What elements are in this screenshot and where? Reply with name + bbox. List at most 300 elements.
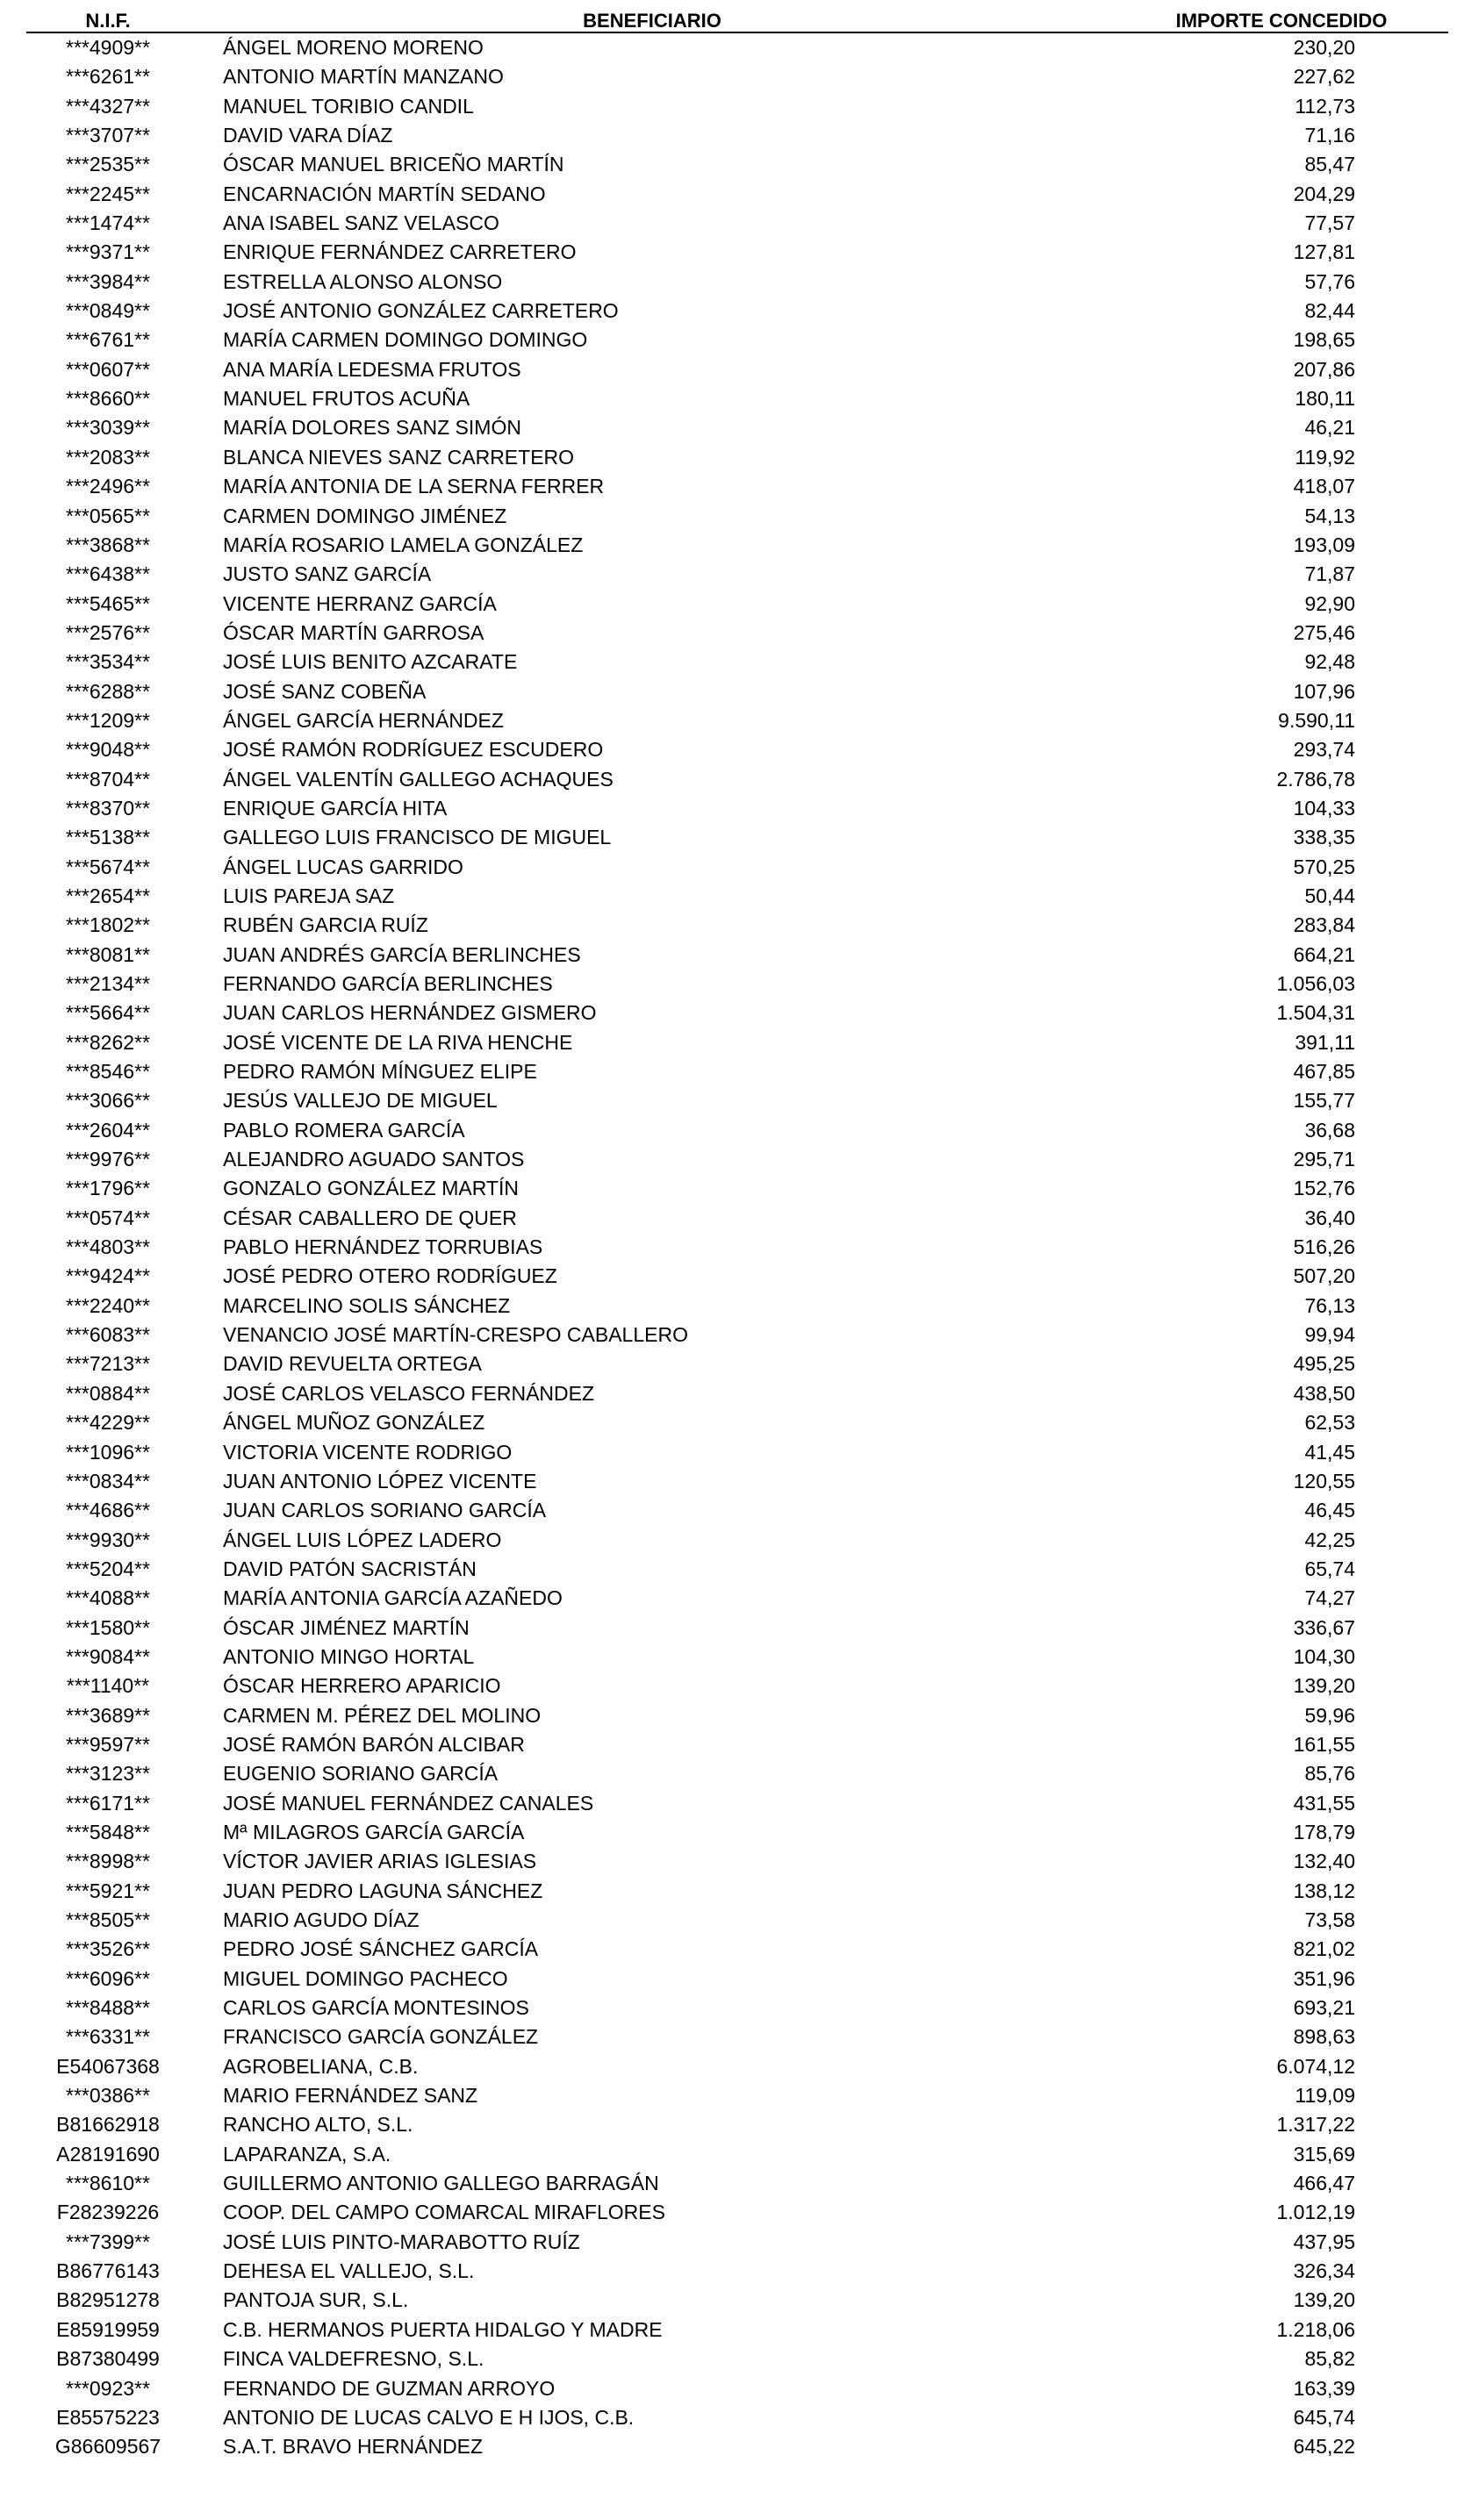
beneficiario-cell: ENCARNACIÓN MARTÍN SEDANO [223,182,546,205]
beneficiario-cell: ÁNGEL MUÑOZ GONZÁLEZ [223,1411,485,1435]
nif-cell: ***9976** [66,1148,150,1171]
importe-cell: 59,96 [1304,1703,1355,1727]
table-row [26,2257,1448,2286]
beneficiario-cell: MARÍA DOLORES SANZ SIMÓN [223,416,521,440]
nif-cell: ***0849** [66,299,150,323]
importe-cell: 204,29 [1293,182,1355,205]
table-row [26,1028,1448,1057]
table-row [26,1057,1448,1086]
table-row [26,121,1448,150]
nif-cell: ***3066** [66,1089,150,1113]
beneficiario-cell: PANTOJA SUR, S.L. [223,2288,409,2312]
beneficiario-cell: CARMEN M. PÉREZ DEL MOLINO [223,1703,542,1727]
nif-cell: ***8488** [66,1996,150,2020]
nif-cell: ***8704** [66,767,150,791]
importe-cell: 99,94 [1304,1323,1355,1347]
nif-cell: ***8370** [66,796,150,820]
nif-cell: B87380499 [56,2347,160,2371]
importe-cell: 36,68 [1304,1118,1355,1142]
nif-cell: ***6438** [66,562,150,586]
table-row [26,2345,1448,2373]
header-importe: IMPORTE CONCEDIDO [1115,12,1448,32]
beneficiario-cell: C.B. HERMANOS PUERTA HIDALGO Y MADRE [223,2317,663,2341]
beneficiario-cell: FINCA VALDEFRESNO, S.L. [223,2347,484,2371]
table-row [26,384,1448,413]
table-row [26,92,1448,121]
importe-cell: 193,09 [1293,533,1355,556]
table-row [26,502,1448,531]
importe-cell: 152,76 [1293,1177,1355,1200]
beneficiario-cell: RANCHO ALTO, S.L. [223,2113,413,2137]
nif-cell: ***2535** [66,153,150,176]
beneficiario-cell: S.A.T. BRAVO HERNÁNDEZ [223,2435,484,2459]
importe-cell: 180,11 [1295,387,1355,411]
table-row [26,326,1448,354]
table-row [26,853,1448,882]
nif-cell: ***5204** [66,1557,150,1580]
table-row [26,150,1448,179]
beneficiario-cell: ÁNGEL LUIS LÓPEZ LADERO [223,1528,502,1551]
beneficiario-cell: DEHESA EL VALLEJO, S.L. [223,2259,475,2283]
beneficiario-cell: JUAN CARLOS HERNÁNDEZ GISMERO [223,1001,597,1025]
importe-cell: 132,40 [1293,1850,1355,1873]
beneficiario-cell: DAVID PATÓN SACRISTÁN [223,1557,477,1580]
nif-cell: ***5664** [66,1001,150,1025]
nif-cell: ***4088** [66,1586,150,1610]
table-row [26,1233,1448,1262]
beneficiario-cell: PABLO ROMERA GARCÍA [223,1118,465,1142]
beneficiario-cell: JOSÉ PEDRO OTERO RODRÍGUEZ [223,1264,557,1288]
nif-cell: ***0834** [66,1469,150,1493]
table-row [26,1292,1448,1321]
importe-cell: 645,74 [1293,2405,1355,2429]
beneficiario-cell: ÓSCAR JIMÉNEZ MARTÍN [223,1615,470,1639]
nif-cell: ***9048** [66,738,150,762]
beneficiario-cell: ENRIQUE GARCÍA HITA [223,796,448,820]
beneficiario-cell: MARIO FERNÁNDEZ SANZ [223,2084,478,2108]
table-row [26,882,1448,911]
beneficiario-cell: MARÍA ANTONIA GARCÍA AZAÑEDO [223,1586,563,1610]
beneficiario-cell: VENANCIO JOSÉ MARTÍN-CRESPO CABALLERO [223,1323,688,1347]
nif-cell: E85575223 [56,2405,160,2429]
nif-cell: F28239226 [56,2201,160,2224]
importe-cell: 46,21 [1304,416,1355,440]
table-header [26,12,1448,32]
importe-cell: 467,85 [1293,1060,1355,1084]
header-beneficiario: BENEFICIARIO [190,12,1115,32]
table-row [26,472,1448,501]
nif-cell: B86776143 [56,2259,160,2283]
beneficiario-cell: ANA ISABEL SANZ VELASCO [223,211,499,235]
beneficiario-cell: ÓSCAR MARTÍN GARROSA [223,620,484,644]
beneficiario-cell: ANTONIO DE LUCAS CALVO E H IJOS, C.B. [223,2405,635,2429]
table-row [26,677,1448,706]
nif-cell: ***0386** [66,2084,150,2108]
beneficiario-cell: AGROBELIANA, C.B. [223,2054,419,2078]
table-row [26,413,1448,442]
importe-cell: 516,26 [1293,1235,1355,1259]
nif-cell: ***1580** [66,1615,150,1639]
beneficiario-cell: EUGENIO SORIANO GARCÍA [223,1762,499,1786]
nif-cell: ***8610** [66,2172,150,2195]
nif-cell: ***7213** [66,1352,150,1376]
beneficiario-cell: Mª MILAGROS GARCÍA GARCÍA [223,1820,525,1843]
beneficiario-cell: GALLEGO LUIS FRANCISCO DE MIGUEL [223,826,612,849]
beneficiario-cell: ALEJANDRO AGUADO SANTOS [223,1148,525,1171]
table-row [26,2316,1448,2345]
nif-cell: ***1474** [66,211,150,235]
table-row [26,1174,1448,1203]
importe-cell: 315,69 [1293,2142,1355,2166]
beneficiario-cell: ANTONIO MARTÍN MANZANO [223,65,504,89]
importe-cell: 107,96 [1293,679,1355,703]
importe-cell: 693,21 [1293,1996,1355,2020]
table-row [26,2140,1448,2169]
beneficiario-cell: COOP. DEL CAMPO COMARCAL MIRAFLORES [223,2201,665,2224]
importe-cell: 338,35 [1293,826,1355,849]
table-row [26,2110,1448,2139]
importe-cell: 41,45 [1304,1440,1355,1464]
table-row [26,794,1448,823]
nif-cell: ***8081** [66,942,150,966]
nif-cell: ***2083** [66,445,150,469]
table-row [26,1672,1448,1700]
nif-cell: ***9597** [66,1732,150,1756]
table-row [26,1789,1448,1818]
importe-cell: 71,16 [1304,124,1355,147]
nif-cell: ***2604** [66,1118,150,1142]
importe-cell: 120,55 [1293,1469,1355,1493]
beneficiario-cell: DAVID REVUELTA ORTEGA [223,1352,482,1376]
table-row [26,1818,1448,1847]
beneficiario-cell: JESÚS VALLEJO DE MIGUEL [223,1089,498,1113]
importe-cell: 336,67 [1293,1615,1355,1639]
beneficiario-cell: MANUEL FRUTOS ACUÑA [223,387,470,411]
nif-cell: ***0923** [66,2376,150,2400]
importe-cell: 127,81 [1293,240,1355,264]
importe-cell: 1.317,22 [1276,2113,1355,2137]
importe-cell: 119,92 [1295,445,1355,469]
table-row [26,2169,1448,2198]
header-nif: N.I.F. [26,12,190,32]
importe-cell: 42,25 [1304,1528,1355,1551]
nif-cell: ***6171** [66,1791,150,1815]
importe-cell: 664,21 [1293,942,1355,966]
beneficiario-cell: JOSÉ MANUEL FERNÁNDEZ CANALES [223,1791,594,1815]
beneficiario-cell: ÁNGEL MORENO MORENO [223,36,484,59]
beneficiario-cell: PABLO HERNÁNDEZ TORRUBIAS [223,1235,543,1259]
table-row [26,180,1448,209]
importe-cell: 466,47 [1293,2172,1355,2195]
nif-cell: A28191690 [56,2142,160,2166]
nif-cell: ***0607** [66,357,150,381]
importe-cell: 898,63 [1293,2025,1355,2049]
table-row [26,1438,1448,1467]
table-row [26,2198,1448,2227]
beneficiario-cell: VICENTE HERRANZ GARCÍA [223,591,497,615]
nif-cell: ***8546** [66,1060,150,1084]
importe-cell: 283,84 [1293,913,1355,937]
importe-cell: 155,77 [1293,1089,1355,1113]
importe-cell: 9.590,11 [1278,708,1355,732]
table-row [26,1145,1448,1174]
importe-cell: 82,44 [1304,299,1355,323]
nif-cell: ***5848** [66,1820,150,1843]
importe-cell: 85,82 [1304,2347,1355,2371]
table-row [26,1965,1448,1994]
nif-cell: ***1096** [66,1440,150,1464]
table-row [26,1759,1448,1788]
nif-cell: ***9371** [66,240,150,264]
importe-cell: 570,25 [1293,855,1355,878]
nif-cell: ***8505** [66,1908,150,1931]
table-row [26,2052,1448,2081]
nif-cell: ***2245** [66,182,150,205]
importe-cell: 1.504,31 [1276,1001,1355,1025]
importe-cell: 92,90 [1304,591,1355,615]
beneficiario-cell: ÁNGEL GARCÍA HERNÁNDEZ [223,708,504,732]
nif-cell: ***7399** [66,2230,150,2253]
nif-cell: ***3984** [66,269,150,293]
table-row [26,560,1448,589]
importe-cell: 1.056,03 [1276,972,1355,995]
beneficiario-cell: MARCELINO SOLIS SÁNCHEZ [223,1293,511,1317]
table-row [26,2228,1448,2257]
table-row [26,1526,1448,1555]
table-row [26,209,1448,238]
nif-cell: ***2496** [66,475,150,498]
importe-cell: 293,74 [1293,738,1355,762]
table-row [26,1321,1448,1349]
nif-cell: ***2134** [66,972,150,995]
importe-cell: 85,76 [1304,1762,1355,1786]
nif-cell: E54067368 [56,2054,160,2078]
table-row [26,1847,1448,1876]
table-row [26,970,1448,999]
beneficiario-cell: JUAN ANDRÉS GARCÍA BERLINCHES [223,942,581,966]
nif-cell: E85919959 [56,2317,160,2341]
importe-cell: 85,47 [1304,153,1355,176]
importe-cell: 418,07 [1293,475,1355,498]
table-row [26,2432,1448,2461]
importe-cell: 57,76 [1304,269,1355,293]
table-row [26,62,1448,91]
beneficiario-cell: JOSÉ LUIS BENITO AZCARATE [223,650,518,674]
nif-cell: ***1796** [66,1177,150,1200]
importe-cell: 1.218,06 [1276,2317,1355,2341]
table-row [26,1730,1448,1759]
nif-cell: G86609567 [54,2435,161,2459]
beneficiario-cell: MARIO AGUDO DÍAZ [223,1908,420,1931]
nif-cell: ***8262** [66,1030,150,1054]
nif-cell: ***5921** [66,1879,150,1902]
table-row [26,2286,1448,2315]
importe-cell: 207,86 [1293,357,1355,381]
table-row [26,1116,1448,1145]
importe-cell: 54,13 [1304,504,1355,527]
table-row [26,1701,1448,1730]
nif-cell: ***8998** [66,1850,150,1873]
table-row [26,2403,1448,2432]
table-row [26,443,1448,472]
importe-cell: 71,87 [1304,562,1355,586]
nif-cell: B82951278 [56,2288,160,2312]
beneficiario-cell: PEDRO JOSÉ SÁNCHEZ GARCÍA [223,1937,539,1961]
importe-cell: 139,20 [1293,2288,1355,2312]
table-row [26,823,1448,852]
table-row [26,1935,1448,1964]
beneficiario-cell: MIGUEL DOMINGO PACHECO [223,1966,508,1990]
importe-cell: 119,09 [1295,2084,1355,2108]
importe-cell: 391,11 [1295,1030,1355,1054]
importe-cell: 438,50 [1293,1381,1355,1405]
beneficiaries-table [26,12,1448,2462]
beneficiario-cell: ANA MARÍA LEDESMA FRUTOS [223,357,521,381]
table-row [26,590,1448,619]
table-row [26,1467,1448,1496]
beneficiario-cell: JOSÉ VICENTE DE LA RIVA HENCHE [223,1030,573,1054]
importe-cell: 62,53 [1304,1411,1355,1435]
table-row [26,238,1448,267]
beneficiario-cell: ÓSCAR MANUEL BRICEÑO MARTÍN [223,153,564,176]
nif-cell: ***5138** [66,826,150,849]
nif-cell: ***3868** [66,533,150,556]
beneficiario-cell: MARÍA ANTONIA DE LA SERNA FERRER [223,475,605,498]
nif-cell: ***1802** [66,913,150,937]
nif-cell: B81662918 [56,2113,160,2137]
importe-cell: 351,96 [1293,1966,1355,1990]
table-row [26,355,1448,384]
nif-cell: ***9084** [66,1644,150,1668]
importe-cell: 50,44 [1304,884,1355,907]
importe-cell: 227,62 [1293,65,1355,89]
beneficiario-cell: JUAN ANTONIO LÓPEZ VICENTE [223,1469,537,1493]
beneficiario-cell: LUIS PAREJA SAZ [223,884,395,907]
beneficiario-cell: ANTONIO MINGO HORTAL [223,1644,475,1668]
table-row [26,706,1448,735]
table-body [26,32,1448,2462]
beneficiario-cell: VÍCTOR JAVIER ARIAS IGLESIAS [223,1850,537,1873]
importe-cell: 1.012,19 [1276,2201,1355,2224]
table-row [26,1555,1448,1584]
nif-cell: ***6331** [66,2025,150,2049]
beneficiario-cell: JOSÉ LUIS PINTO-MARABOTTO RUÍZ [223,2230,580,2253]
importe-cell: 104,30 [1293,1644,1355,1668]
table-row [26,32,1448,62]
importe-cell: 65,74 [1304,1557,1355,1580]
beneficiario-cell: RUBÉN GARCIA RUÍZ [223,913,428,937]
nif-cell: ***4909** [66,36,150,59]
beneficiario-cell: VICTORIA VICENTE RODRIGO [223,1440,513,1464]
importe-cell: 230,20 [1293,36,1355,59]
nif-cell: ***4229** [66,1411,150,1435]
importe-cell: 6.074,12 [1276,2054,1355,2078]
table-row [26,2022,1448,2051]
importe-cell: 92,48 [1304,650,1355,674]
nif-cell: ***3526** [66,1937,150,1961]
table-row [26,1584,1448,1613]
importe-cell: 76,13 [1304,1293,1355,1317]
beneficiario-cell: BLANCA NIEVES SANZ CARRETERO [223,445,575,469]
beneficiario-cell: ÓSCAR HERRERO APARICIO [223,1674,501,1698]
importe-cell: 163,39 [1293,2376,1355,2400]
table-row [26,1877,1448,1906]
nif-cell: ***3039** [66,416,150,440]
importe-cell: 36,40 [1304,1206,1355,1229]
nif-cell: ***3123** [66,1762,150,1786]
importe-cell: 178,79 [1293,1820,1355,1843]
table-row [26,765,1448,794]
importe-cell: 431,55 [1293,1791,1355,1815]
beneficiario-cell: PEDRO RAMÓN MÍNGUEZ ELIPE [223,1060,537,1084]
importe-cell: 2.786,78 [1276,767,1355,791]
table-row [26,648,1448,677]
table-row [26,1496,1448,1525]
nif-cell: ***5674** [66,855,150,878]
nif-cell: ***9424** [66,1264,150,1288]
importe-cell: 161,55 [1293,1732,1355,1756]
beneficiario-cell: GONZALO GONZÁLEZ MARTÍN [223,1177,519,1200]
nif-cell: ***1140** [66,1674,150,1698]
beneficiario-cell: MANUEL TORIBIO CANDIL [223,94,474,118]
table-row [26,1614,1448,1643]
table-row [26,2374,1448,2403]
beneficiario-cell: FRANCISCO GARCÍA GONZÁLEZ [223,2025,539,2049]
nif-cell: ***6761** [66,328,150,352]
nif-cell: ***1209** [66,708,150,732]
table-row [26,297,1448,326]
beneficiario-cell: DAVID VARA DÍAZ [223,124,393,147]
beneficiario-cell: CARLOS GARCÍA MONTESINOS [223,1996,529,2020]
importe-cell: 495,25 [1293,1352,1355,1376]
beneficiario-cell: MARÍA CARMEN DOMINGO DOMINGO [223,328,588,352]
importe-cell: 77,57 [1304,211,1355,235]
importe-cell: 295,71 [1293,1148,1355,1171]
beneficiario-cell: MARÍA ROSARIO LAMELA GONZÁLEZ [223,533,584,556]
beneficiario-cell: ENRIQUE FERNÁNDEZ CARRETERO [223,240,577,264]
importe-cell: 507,20 [1293,1264,1355,1288]
table-row [26,1349,1448,1378]
beneficiario-cell: ÁNGEL VALENTÍN GALLEGO ACHAQUES [223,767,614,791]
table-row [26,1204,1448,1233]
table-row [26,1086,1448,1115]
beneficiario-cell: CÉSAR CABALLERO DE QUER [223,1206,517,1229]
nif-cell: ***6288** [66,679,150,703]
table-row [26,1379,1448,1408]
beneficiario-cell: JOSÉ RAMÓN BARÓN ALCIBAR [223,1732,525,1756]
importe-cell: 112,73 [1295,94,1355,118]
nif-cell: ***3534** [66,650,150,674]
beneficiario-cell: JOSÉ CARLOS VELASCO FERNÁNDEZ [223,1381,595,1405]
beneficiario-cell: JUAN PEDRO LAGUNA SÁNCHEZ [223,1879,543,1902]
table-row [26,2081,1448,2110]
nif-cell: ***2576** [66,620,150,644]
table-row [26,268,1448,297]
beneficiario-cell: JOSÉ RAMÓN RODRÍGUEZ ESCUDERO [223,738,604,762]
nif-cell: ***4327** [66,94,150,118]
importe-cell: 139,20 [1293,1674,1355,1698]
nif-cell: ***2240** [66,1293,150,1317]
nif-cell: ***2654** [66,884,150,907]
beneficiario-cell: GUILLERMO ANTONIO GALLEGO BARRAGÁN [223,2172,659,2195]
table-row [26,1262,1448,1291]
beneficiario-cell: JOSÉ SANZ COBEÑA [223,679,427,703]
beneficiario-cell: CARMEN DOMINGO JIMÉNEZ [223,504,507,527]
table-row [26,531,1448,560]
importe-cell: 138,12 [1293,1879,1355,1902]
importe-cell: 104,33 [1293,796,1355,820]
beneficiario-cell: LAPARANZA, S.A. [223,2142,391,2166]
